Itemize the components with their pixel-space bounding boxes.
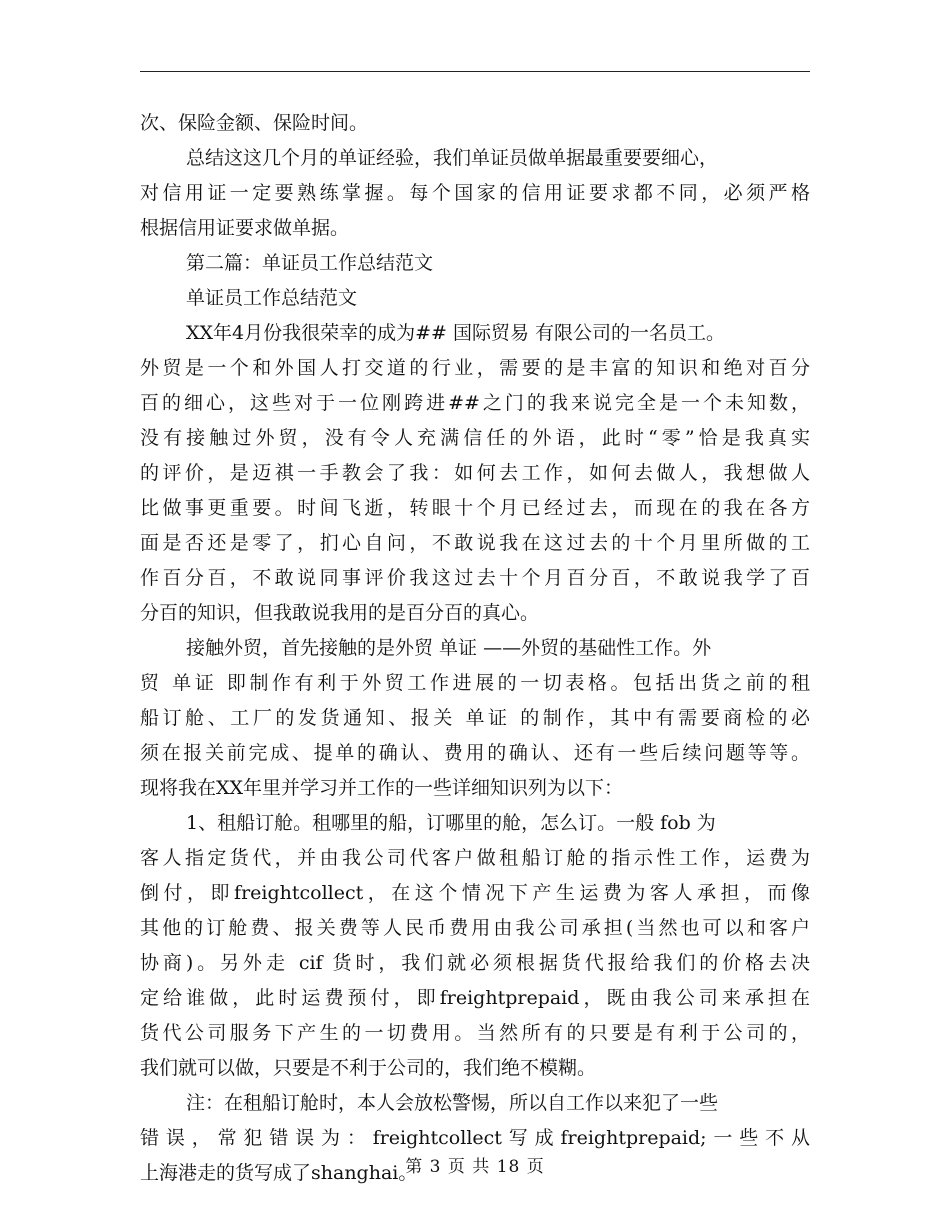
section-heading: 第二篇：单证员工作总结范文 [186,252,434,274]
paragraph-start-line: 1、租船订舱。租哪里的船，订哪里的舱，怎么订。一般 fob 为 [186,812,716,834]
text-line: 对信用证一定要熟练掌握。每个国家的信用证要求都不同，必须严格 [140,182,810,204]
text-line: 比做事更重要。时间飞逝，转眼十个月已经过去，而现在的我在各方 [140,497,810,519]
article-title: 单证员工作总结范文 [186,287,358,309]
text-line: 百的细心，这些对于一位刚跨进##之门的我来说完全是一个未知数， [140,392,810,414]
text-line: 上海港走的货写成了shanghai。 [140,1162,418,1184]
paragraph-start-line: 注：在租船订舱时，本人会放松警惕，所以自工作以来犯了一些 [186,1092,719,1114]
text-line: 我们就可以做，只要是不利于公司的，我们绝不模糊。 [140,1057,597,1079]
text-line: 现将我在XX年里并学习并工作的一些详细知识列为以下： [140,777,624,799]
text-line: 协商)。另外走 cif 货时，我们就必须根据货代报给我们的价格去决 [140,952,810,974]
header-rule [140,71,810,72]
text-line: 货代公司服务下产生的一切费用。当然所有的只要是有利于公司的， [140,1022,810,1044]
text-line: 倒付，即freightcollect，在这个情况下产生运费为客人承担，而像 [140,882,810,904]
paragraph-start-line: 总结这这几个月的单证经验，我们单证员做单据最重要要细心， [186,147,719,169]
text-line: 根据信用证要求做单据。 [140,217,350,239]
text-line: 次、保险金额、保险时间。 [140,112,369,134]
text-line: 的评价，是迈祺一手教会了我：如何去工作，如何去做人，我想做人 [140,462,810,484]
text-line: 没有接触过外贸，没有令人充满信任的外语，此时“零”恰是我真实 [140,427,810,449]
paragraph-start-line: 接触外贸，首先接触的是外贸 单证 ——外贸的基础性工作。外 [186,637,712,659]
text-line: 分百的知识，但我敢说我用的是百分百的真心。 [140,602,540,624]
text-line: 客人指定货代，并由我公司代客户做租船订舱的指示性工作，运费为 [140,847,810,869]
text-line: 定给谁做，此时运费预付，即freightprepaid，既由我公司来承担在 [140,987,810,1009]
text-line: 作百分百，不敢说同事评价我这过去十个月百分百，不敢说我学了百 [140,567,810,589]
body-text [140,106,810,1191]
text-line: 其他的订舱费、报关费等人民币费用由我公司承担(当然也可以和客户 [140,917,810,939]
text-line: 船订舱、工厂的发货通知、报关 单证 的制作，其中有需要商检的必 [140,707,810,729]
text-line: 外贸是一个和外国人打交道的行业，需要的是丰富的知识和绝对百分 [140,357,810,379]
text-line: 错误，常犯错误为：freightcollect写成freightprepaid;一些不从 [140,1127,810,1149]
page-number-footer: 第 3 页 共 18 页 [405,1157,545,1177]
text-line: 贸 单证 即制作有利于外贸工作进展的一切表格。包括出货之前的租 [140,672,810,694]
text-line: 须在报关前完成、提单的确认、费用的确认、还有一些后续问题等等。 [140,742,810,764]
paragraph-start-line: XX年4月份我很荣幸的成为## 国际贸易 有限公司的一名员工。 [186,322,726,344]
text-line: 面是否还是零了，扪心自问，不敢说我在这过去的十个月里所做的工 [140,532,810,554]
